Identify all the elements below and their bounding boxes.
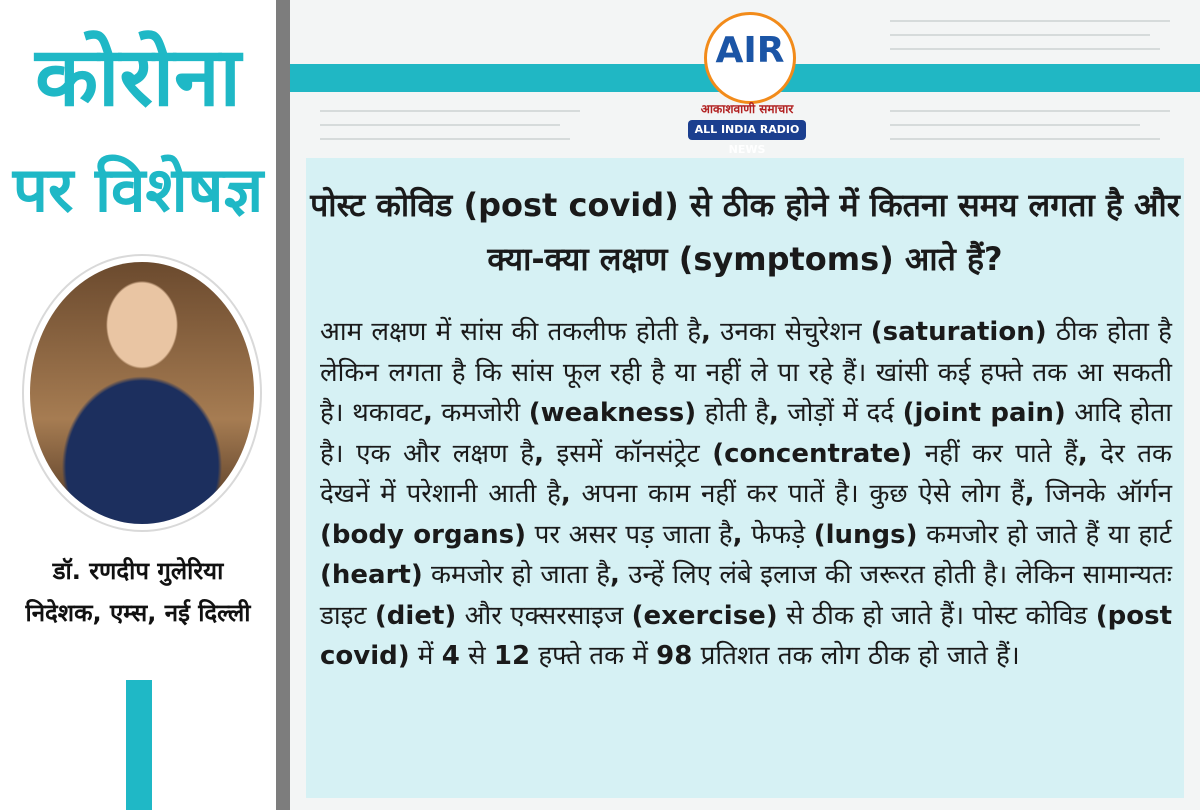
doctor-name: डॉ. रणदीप गुलेरिया [52, 557, 224, 585]
doc-line [320, 110, 580, 112]
doctor-photo [30, 262, 254, 524]
air-logo [682, 10, 812, 156]
panel-divider [276, 0, 290, 810]
answer-text: आम लक्षण में सांस की तकलीफ होती है, उनका सेचुरेशन (saturation) ठीक होता है लेकिन लगता है कि सांस फूल रही है या नहीं ले पा रहे हैं। खांसी कई हफ्ते तक आ सकती है। थकावट, कमजोरी (weakness) होती है, जोड़ों में दर्द (joint pain) आदि होता है। एक और लक्षण है, इसमें कॉनसंट्रेट (concentrate) नहीं कर पाते हैं, देर तक देखनें में परेशानी आती है, अपना काम नहीं कर पातें है। कुछ ऐसे लोग हैं, जिनके ऑर्गन (body organs) पर असर पड़ जाता है, फेफड़े (lungs) कमजोर हो जाते हैं या हार्ट (heart) कमजोर हो जाता है, उन्हें लिए लंबे इलाज की जरूरत होती है। लेकिन सामान्यतः डाइट (diet) और एक्सरसाइज (exercise) से ठीक हो जाते हैं। पोस्ट कोविड (post covid) में 4 से 12 हफ्ते तक में 98 प्रतिशत तक लोग ठीक हो जाते हैं। [320, 317, 1173, 671]
logo-mark: AIR [715, 30, 785, 71]
doc-line [320, 124, 560, 126]
doc-line [890, 110, 1170, 112]
series-title-line1: कोरोना [35, 30, 241, 125]
doc-line [890, 34, 1150, 36]
decorative-bar [126, 680, 152, 810]
doctor-role: निदेशक, एम्स, नई दिल्ली [25, 599, 251, 627]
doc-line [890, 124, 1140, 126]
doc-line [320, 138, 570, 140]
headline: पोस्ट कोविड (post covid) से ठीक होने में कितना समय लगता है और क्या-क्या लक्षण (symptoms) आते हैं? [310, 186, 1180, 278]
logo-hindi-text: आकाशवाणी समाचार [700, 102, 794, 116]
left-panel [0, 0, 276, 810]
series-title-line2: पर विशेषज्ञ [12, 153, 264, 226]
doc-line [890, 20, 1170, 22]
doc-line [890, 48, 1160, 50]
doc-line [890, 138, 1160, 140]
logo-english-text: ALL INDIA RADIO NEWS [688, 120, 806, 140]
